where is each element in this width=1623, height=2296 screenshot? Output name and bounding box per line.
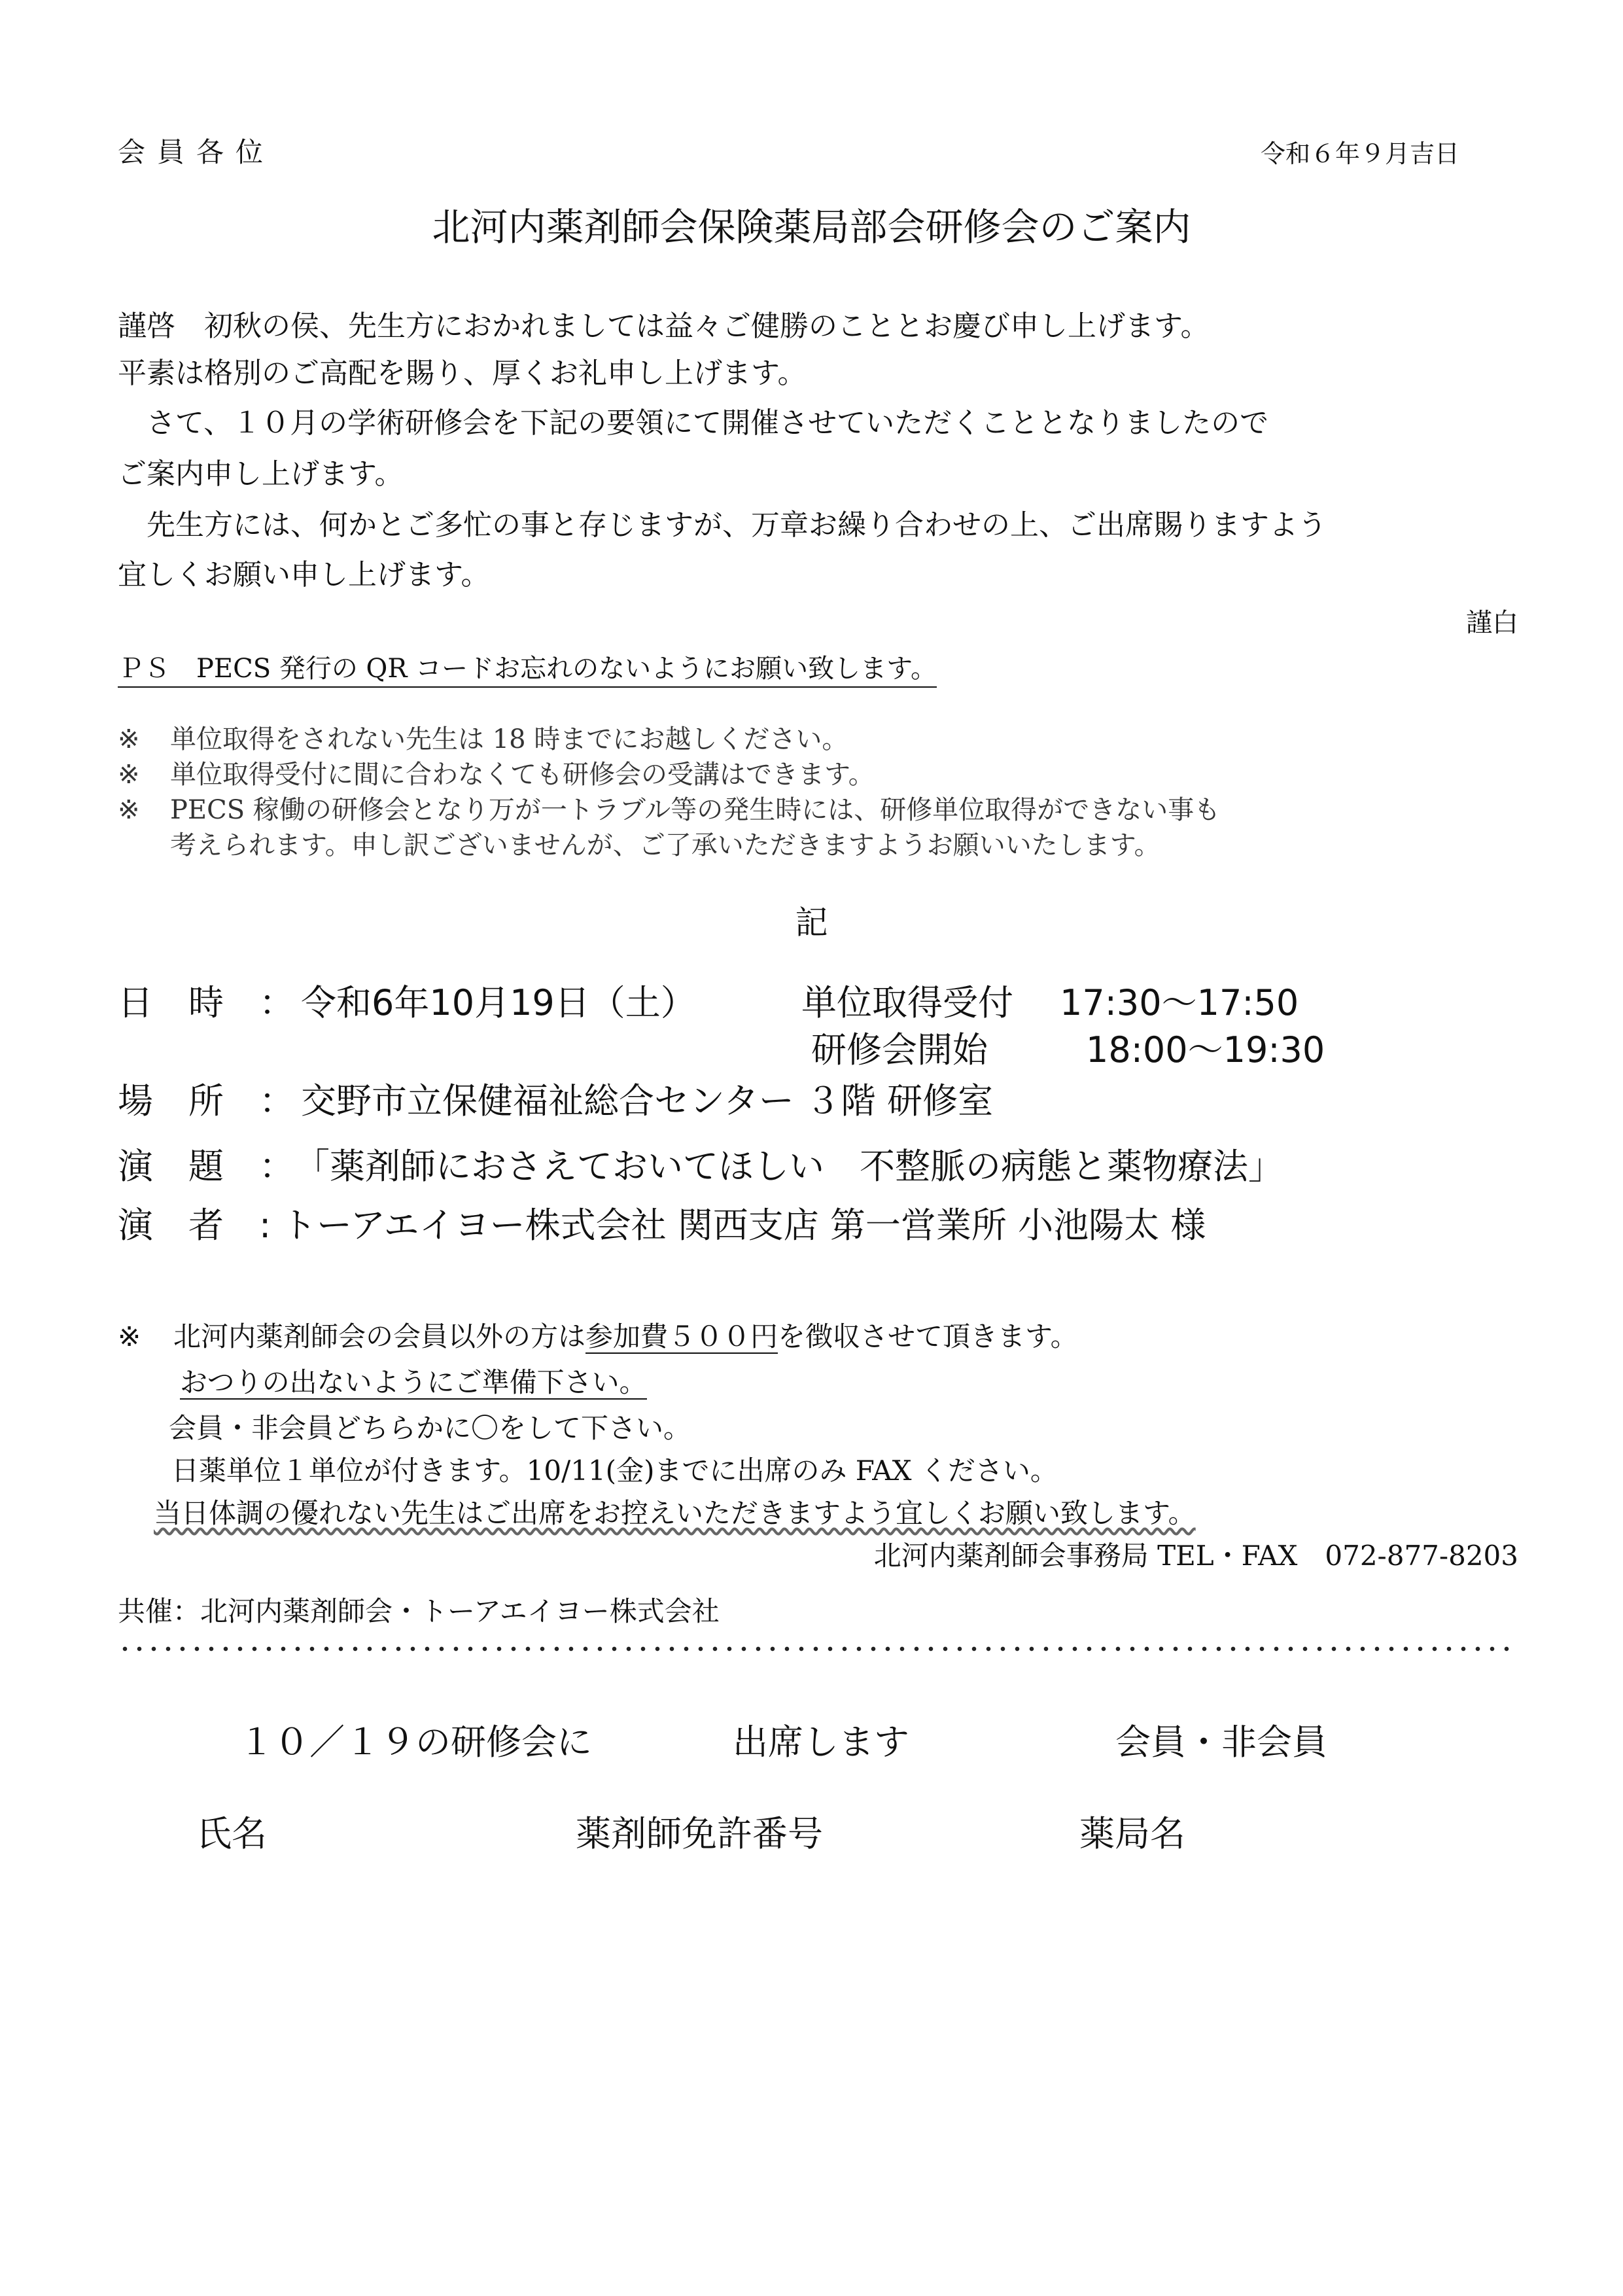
form-pharmacy-label: 薬局名 — [1079, 1813, 1185, 1854]
place-value: 交野市立保健福祉総合センター ３階 研修室 — [301, 1080, 994, 1122]
note-text: PECS 稼働の研修会となり万が一トラブル等の発生時には、研修単位取得ができない事も — [170, 795, 1221, 825]
office-contact: 北河内薬剤師会事務局 TEL・FAX 072-877-8203 — [873, 1540, 1518, 1572]
fee-note-text: を徴収させて頂きます。 — [778, 1320, 1078, 1352]
speaker-label: 演 者 : — [118, 1205, 271, 1246]
closing-word: 謹白 — [1466, 608, 1518, 638]
form-name-label: 氏名 — [196, 1813, 267, 1854]
form-seminar: １０／１９の研修会に — [239, 1722, 592, 1763]
fee-note-credit: 日薬単位１単位が付きます。10/11(金)までに出席のみ FAX ください。 — [171, 1455, 1058, 1487]
addressee: 会員各位 — [118, 136, 275, 168]
note-item — [118, 789, 1220, 826]
cohost: 共催：北河内薬剤師会・トーアエイヨー株式会社 — [118, 1595, 720, 1627]
greeting-line: 平素は格別のご高配を賜り、厚くお礼申し上げます。 — [118, 357, 807, 390]
fee-note-circle: 会員・非会員どちらかに〇をして下さい。 — [169, 1412, 691, 1444]
note-item — [118, 718, 848, 756]
note-continuation: 考えられます。申し訳ございませんが、ご了承いただきますようお願いいたします。 — [170, 830, 1161, 860]
start-label: 研修会開始 — [811, 1029, 988, 1070]
fee-note-text: 北河内薬剤師会の会員以外の方は — [173, 1320, 586, 1352]
topic-label: 演 題 ： — [118, 1146, 294, 1187]
speaker-row — [118, 1197, 1206, 1248]
greeting-line: ご案内申し上げます。 — [118, 457, 404, 491]
ps-note: ＰＳ PECS 発行の QR コードお忘れのないようにお願い致します。 — [118, 648, 937, 688]
greeting-line: 謹啓 初秋の侯、先生方におかれましては益々ご健勝のこととお慶び申し上げます。 — [118, 309, 1210, 343]
document-title: 北河内薬剤師会保険薬局部会研修会のご案内 — [432, 205, 1191, 249]
form-attend: 出席します — [733, 1722, 909, 1763]
topic-value: 「薬剤師におさえておいてほしい 不整脈の病態と薬物療法」 — [294, 1146, 1283, 1187]
fee-amount: 参加費５００円 — [585, 1320, 778, 1352]
greeting-line: さて、１０月の学術研修会を下記の要領にて開催させていただくこととなりましたので — [118, 406, 1269, 440]
reception-label: 単位取得受付 — [801, 982, 1013, 1023]
start-time: 18:00〜19:30 — [1086, 1029, 1325, 1070]
greeting-line: 宜しくお願い申し上げます。 — [118, 558, 490, 592]
fee-note-line — [118, 1315, 1078, 1354]
fee-note-change — [180, 1361, 647, 1400]
greeting-line: 先生方には、何かとご多忙の事と存じますが、万章お繰り合わせの上、ご出席賜りますよう — [118, 508, 1327, 542]
datetime-value: 令和6年10月19日（土） — [301, 982, 696, 1023]
datetime-label: 日 時 ： — [118, 982, 294, 1023]
datetime-row — [118, 975, 696, 1025]
fee-note-health — [154, 1492, 1196, 1531]
form-license-label: 薬剤師免許番号 — [576, 1813, 823, 1854]
fee-note-mark: ※ — [118, 1320, 141, 1352]
note-text: 単位取得をされない先生は 18 時までにお越しください。 — [170, 724, 848, 754]
note-mark: ※ — [118, 724, 140, 754]
issue-date: 令和６年９月吉日 — [1260, 139, 1459, 168]
note-mark: ※ — [118, 760, 140, 790]
note-item — [118, 754, 875, 791]
reception-time: 17:30〜17:50 — [1060, 982, 1299, 1023]
place-row — [118, 1073, 993, 1123]
note-text: 単位取得受付に間に合わなくても研修会の受講はできます。 — [170, 760, 875, 790]
health-note: 当日体調の優れない先生はご出席をお控えいただきますよう宜しくお願い致します。 — [154, 1497, 1196, 1529]
topic-row — [118, 1139, 1283, 1189]
form-member-choice[interactable]: 会員・非会員 — [1115, 1722, 1327, 1763]
note-mark: ※ — [118, 795, 140, 825]
speaker-value: トーアエイヨー株式会社 関西支店 第一営業所 小池陽太 様 — [281, 1205, 1206, 1246]
ki-heading: 記 — [795, 904, 828, 942]
change-note: おつりの出ないようにご準備下さい。 — [180, 1366, 647, 1398]
cut-line-divider — [118, 1646, 1518, 1652]
place-label: 場 所 ： — [118, 1080, 294, 1122]
